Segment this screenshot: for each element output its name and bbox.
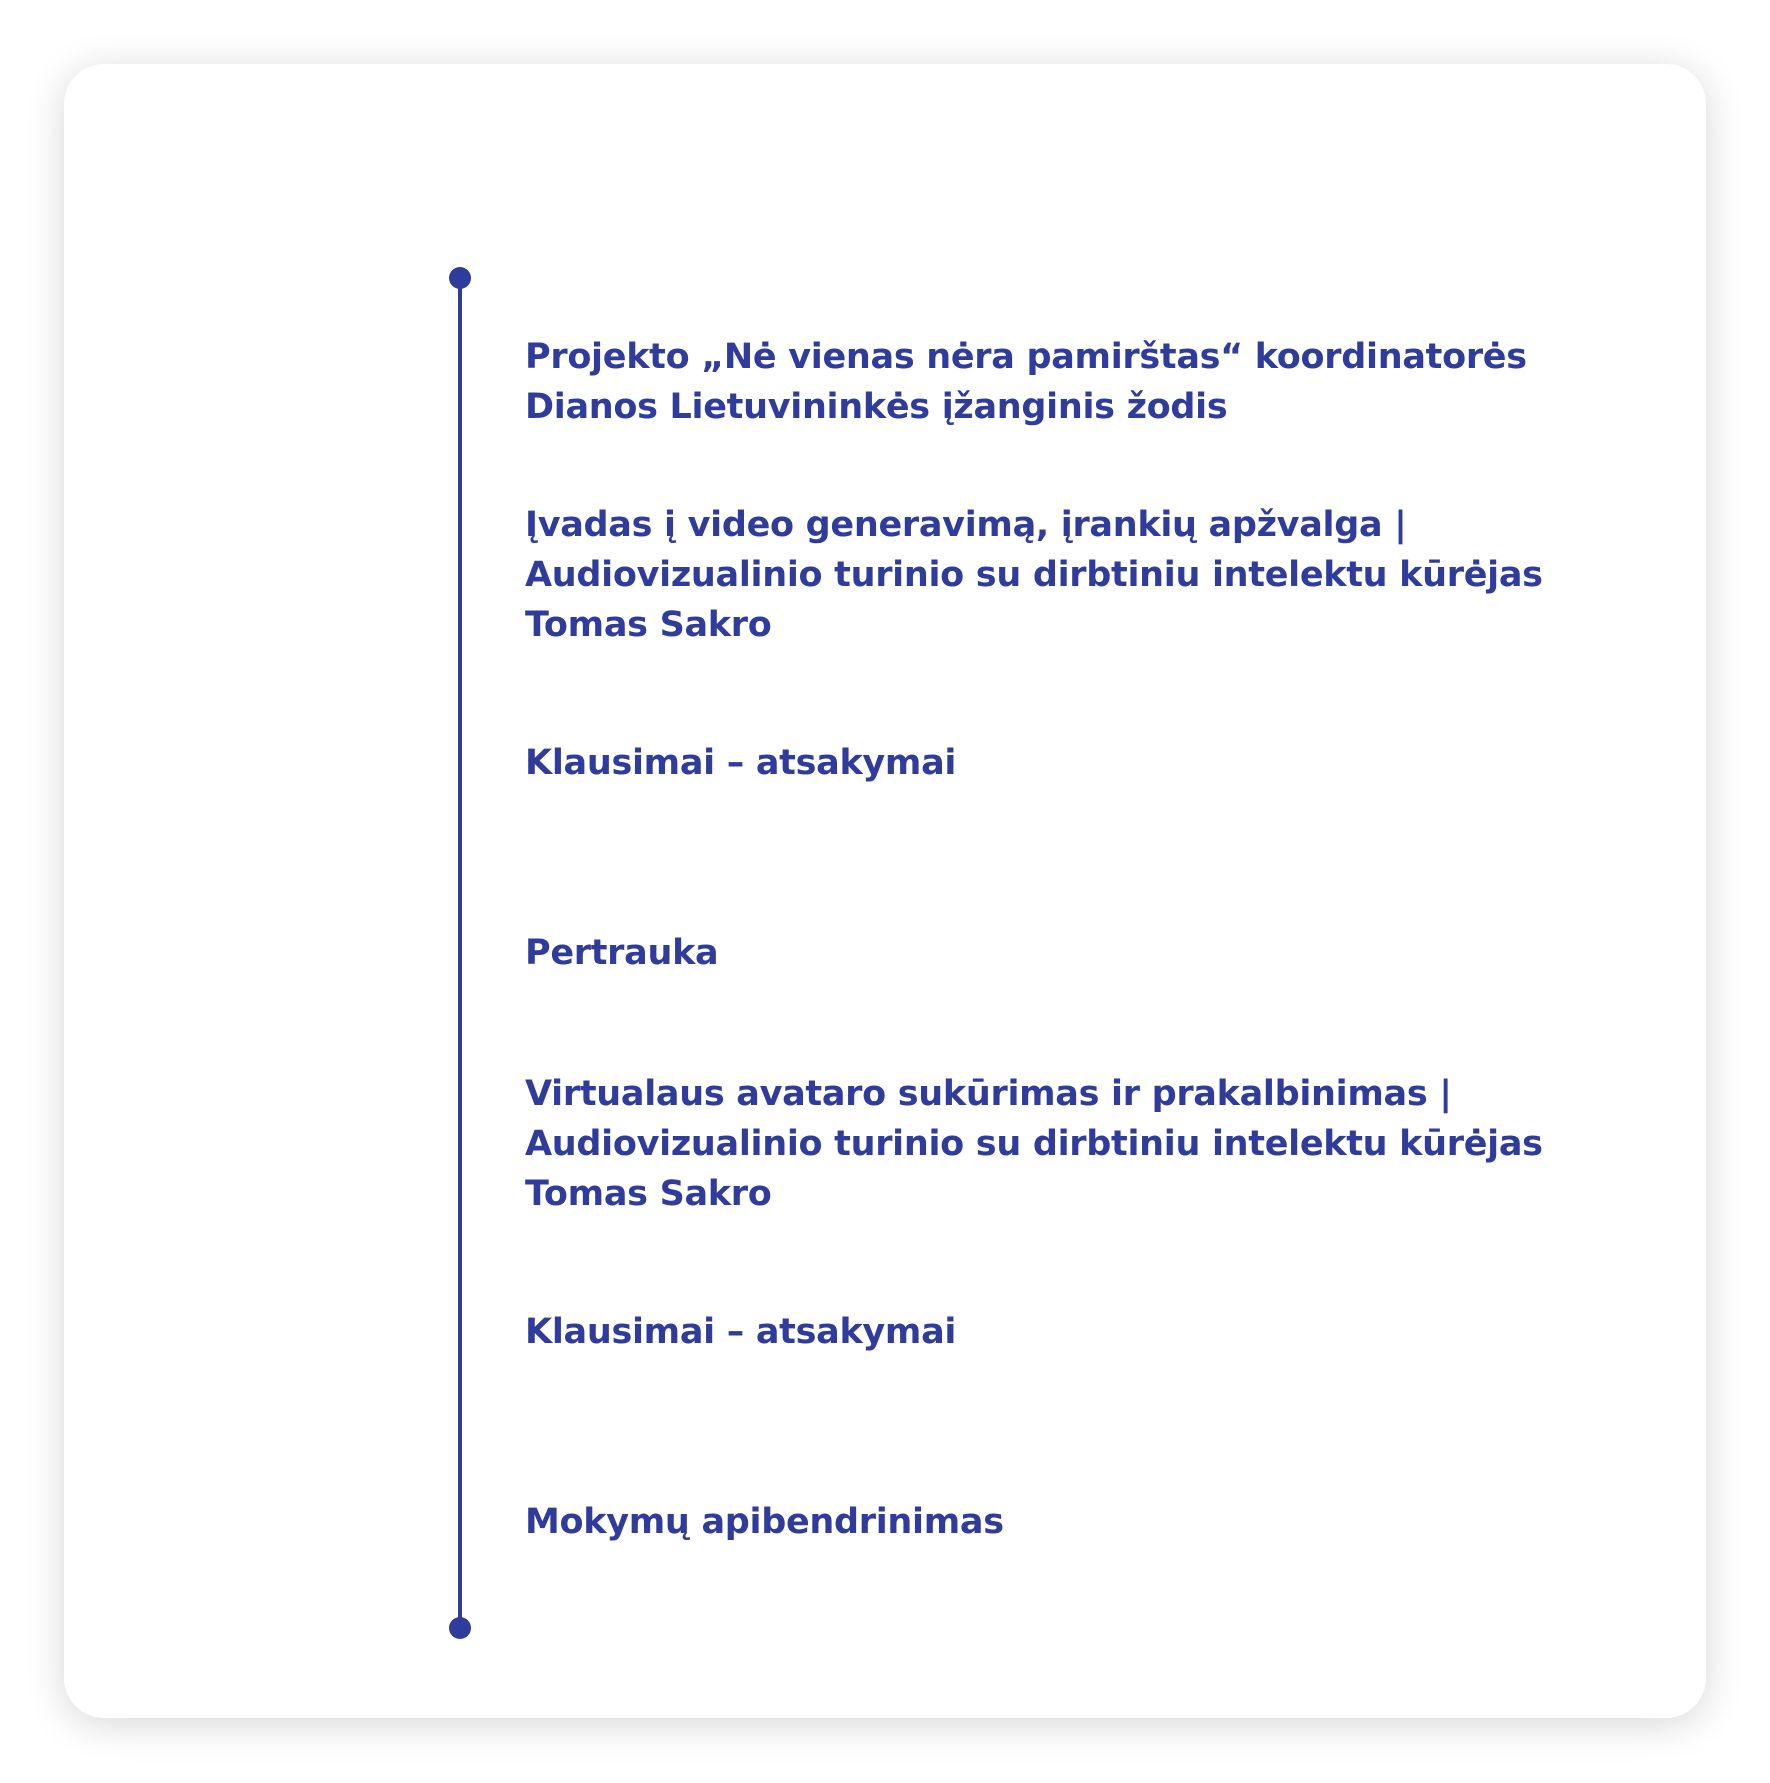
timeline-line bbox=[458, 278, 462, 1628]
agenda-card bbox=[64, 64, 1706, 1718]
timeline-end-dot bbox=[449, 1617, 471, 1639]
timeline-start-dot bbox=[449, 267, 471, 289]
agenda-item-qa-2: Klausimai – atsakymai bbox=[525, 1312, 957, 1352]
agenda-item-break: Pertrauka bbox=[525, 933, 719, 973]
agenda-item-avatar: Virtualaus avataro sukūrimas ir prakalbinimas | Audiovizualinio turinio su dirbtiniu intelektu kūrėjas Tomas Sakro bbox=[525, 1074, 1543, 1214]
agenda-item-qa-1: Klausimai – atsakymai bbox=[525, 743, 957, 783]
agenda-item-summary: Mokymų apibendrinimas bbox=[525, 1502, 1004, 1542]
agenda-item-video-intro: Įvadas į video generavimą, įrankių apžvalga | Audiovizualinio turinio su dirbtiniu intelektu kūrėjas Tomas Sakro bbox=[525, 505, 1543, 645]
agenda-item-opening: Projekto „Nė vienas nėra pamirštas“ koordinatorės Dianos Lietuvininkės įžanginis žodis bbox=[525, 337, 1527, 427]
